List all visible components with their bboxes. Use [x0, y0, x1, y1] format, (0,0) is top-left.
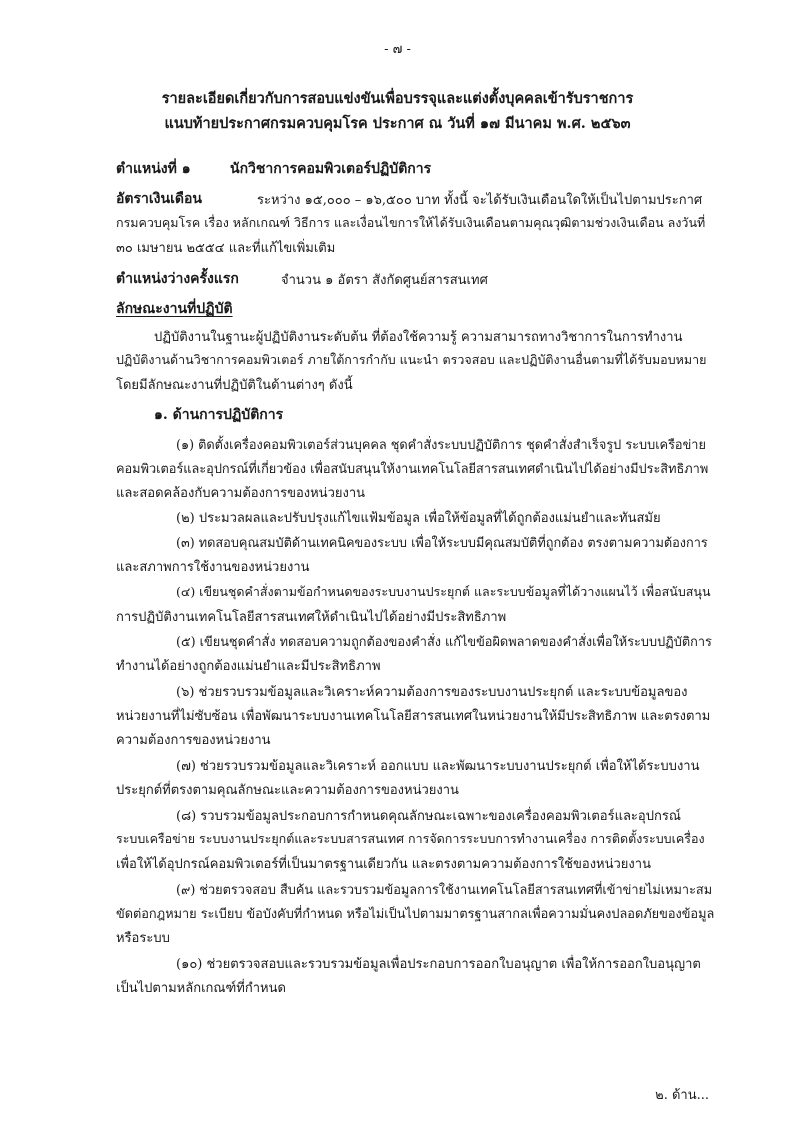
operations-item-1-line-1: (๑) ติดตั้งเครื่องคอมพิวเตอร์ส่วนบุคคล ชุดคำสั่งระบบปฏิบัติการ ชุดคำสั่งสำเร็จรูป ระบบเครือข่าย [176, 438, 706, 453]
job-nature-line-3: โดยมีลักษณะงานที่ปฏิบัติในด้านต่างๆ ดังนี้ [116, 378, 353, 393]
operations-heading: ๑. ด้านการปฏิบัติการ [154, 407, 284, 423]
continuation-note: ๒. ด้าน... [655, 1088, 709, 1103]
operations-item-4-line-1: (๔) เขียนชุดคำสั่งตามข้อกำหนดของระบบงานประยุกต์ และระบบข้อมูลที่ได้วางแผนไว้ เพื่อสนับสนุน [176, 584, 711, 599]
operations-item-8-line-1: (๘) รวบรวมข้อมูลประกอบการกำหนดคุณลักษณะเฉพาะของเครื่องคอมพิวเตอร์และอุปกรณ์ [176, 809, 681, 824]
position-label: ตำแหน่งที่ ๑ [116, 161, 191, 177]
salary-label: อัตราเงินเดือน [116, 191, 202, 207]
operations-item-1-line-3: และสอดคล้องกับความต้องการของหน่วยงาน [116, 486, 366, 501]
operations-item-2-line-1: (๒) ประมวลผลและปรับปรุงแก้ไขแฟ้มข้อมูล เพื่อให้ข้อมูลที่ได้ถูกต้องแม่นยำและทันสมัย [176, 511, 661, 526]
operations-item-5-line-1: (๕) เขียนชุดคำสั่ง ทดสอบความถูกต้องของคำสั่ง แก้ไขข้อผิดพลาดของคำสั่งเพื่อให้ระบบปฏิบัติการ [176, 635, 712, 650]
operations-item-6-line-2: หน่วยงานที่ไม่ซับซ้อน เพื่อพัฒนาระบบงานเทคโนโลยีสารสนเทศในหน่วยงานให้มีประสิทธิภาพ และตรงตาม [116, 709, 711, 724]
operations-item-4-line-2: การปฏิบัติงานเทคโนโลยีสารสนเทศให้ดำเนินไปได้อย่างมีประสิทธิภาพ [116, 610, 507, 625]
operations-item-9-line-1: (๙) ช่วยตรวจสอบ สืบค้น และรวบรวมข้อมูลการใช้งานเทคโนโลยีสารสนเทศที่เข้าข่ายไม่เหมาะสม [176, 883, 713, 898]
operations-item-3-line-1: (๓) ทดสอบคุณสมบัติด้านเทคนิคของระบบ เพื่อให้ระบบมีคุณสมบัติที่ถูกต้อง ตรงตามความต้องการ [176, 536, 708, 551]
operations-item-9-line-2: ขัดต่อกฎหมาย ระเบียบ ข้อบังคับที่กำหนด หรือไม่เป็นไปตามมาตรฐานสากลเพื่อความมั่นคงปลอดภัยของข้อมูล [116, 907, 715, 922]
salary-line-3: ๓๐ เมษายน ๒๕๕๔ และที่แก้ไขเพิ่มเติม [116, 241, 336, 256]
operations-item-8-line-2: ระบบเครือข่าย ระบบงานประยุกต์และระบบสารสนเทศ การจัดการระบบการทำงานเครื่อง การติดตั้งระบบเครื่อง [116, 831, 705, 846]
operations-item-7-line-2: ประยุกต์ที่ตรงตามคุณลักษณะและความต้องการของหน่วยงาน [116, 783, 459, 798]
job-nature-line-2: ปฏิบัติงานด้านวิชาการคอมพิวเตอร์ ภายใต้การกำกับ แนะนำ ตรวจสอบ และปฏิบัติงานอื่นตามที่ได้รับมอบหมาย [116, 352, 707, 367]
operations-item-6-line-1: (๖) ช่วยรวบรวมข้อมูลและวิเคราะห์ความต้องการของระบบงานประยุกต์ และระบบข้อมูลของ [176, 685, 688, 700]
salary-line-2: กรมควบคุมโรค เรื่อง หลักเกณฑ์ วิธีการ และเงื่อนไขการให้ได้รับเงินเดือนตามคุณวุฒิตามช่วงเงินเดือน ลงวันที่ [116, 215, 706, 230]
operations-item-10-line-1: (๑๐) ช่วยตรวจสอบและรวบรวมข้อมูลเพื่อประกอบการออกใบอนุญาต เพื่อให้การออกใบอนุญาต [176, 957, 701, 972]
operations-item-8-line-3: เพื่อให้ได้อุปกรณ์คอมพิวเตอร์ที่เป็นมาตรฐานเดียวกัน และตรงตามความต้องการใช้ของหน่วยงาน [116, 857, 651, 872]
page-number: - ๗ - [384, 42, 411, 57]
operations-item-5-line-2: ทำงานได้อย่างถูกต้องแม่นยำและมีประสิทธิภาพ [116, 659, 381, 674]
position-title: นักวิชาการคอมพิวเตอร์ปฏิบัติการ [230, 161, 432, 177]
operations-item-7-line-1: (๗) ช่วยรวบรวมข้อมูลและวิเคราะห์ ออกแบบ และพัฒนาระบบงานประยุกต์ เพื่อให้ได้ระบบงาน [176, 759, 700, 774]
job-nature-heading: ลักษณะงานที่ปฏิบัติ [116, 301, 233, 317]
operations-item-10-line-2: เป็นไปตามหลักเกณฑ์ที่กำหนด [116, 981, 286, 996]
vacancy-text: จำนวน ๑ อัตรา สังกัดศูนย์สารสนเทศ [281, 273, 488, 288]
document-title-line-1: รายละเอียดเกี่ยวกับการสอบแข่งขันเพื่อบรรจุและแต่งตั้งบุคคลเข้ารับราชการ [161, 90, 634, 107]
salary-line-1: ระหว่าง ๑๕,๐๐๐ – ๑๖,๕๐๐ บาท ทั้งนี้ จะได้รับเงินเดือนใดให้เป็นไปตามประกาศ [257, 193, 703, 208]
document-title-line-2: แนบท้ายประกาศกรมควบคุมโรค ประกาศ ณ วันที่ ๑๗ มีนาคม พ.ศ. ๒๕๖๓ [164, 115, 631, 132]
operations-item-9-line-3: หรือระบบ [116, 931, 170, 946]
operations-item-1-line-2: คอมพิวเตอร์และอุปกรณ์ที่เกี่ยวข้อง เพื่อสนับสนุนให้งานเทคโนโลยีสารสนเทศดำเนินไปได้อย่างมีประสิทธิภาพ [116, 462, 709, 477]
vacancy-label: ตำแหน่งว่างครั้งแรก [116, 271, 239, 287]
job-nature-line-1: ปฏิบัติงานในฐานะผู้ปฏิบัติงานระดับต้น ที่ต้องใช้ความรู้ ความสามารถทางวิชาการในการทำงาน [154, 330, 683, 345]
operations-item-6-line-3: ความต้องการของหน่วยงาน [116, 733, 271, 748]
operations-item-3-line-2: และสภาพการใช้งานของหน่วยงาน [116, 560, 310, 575]
